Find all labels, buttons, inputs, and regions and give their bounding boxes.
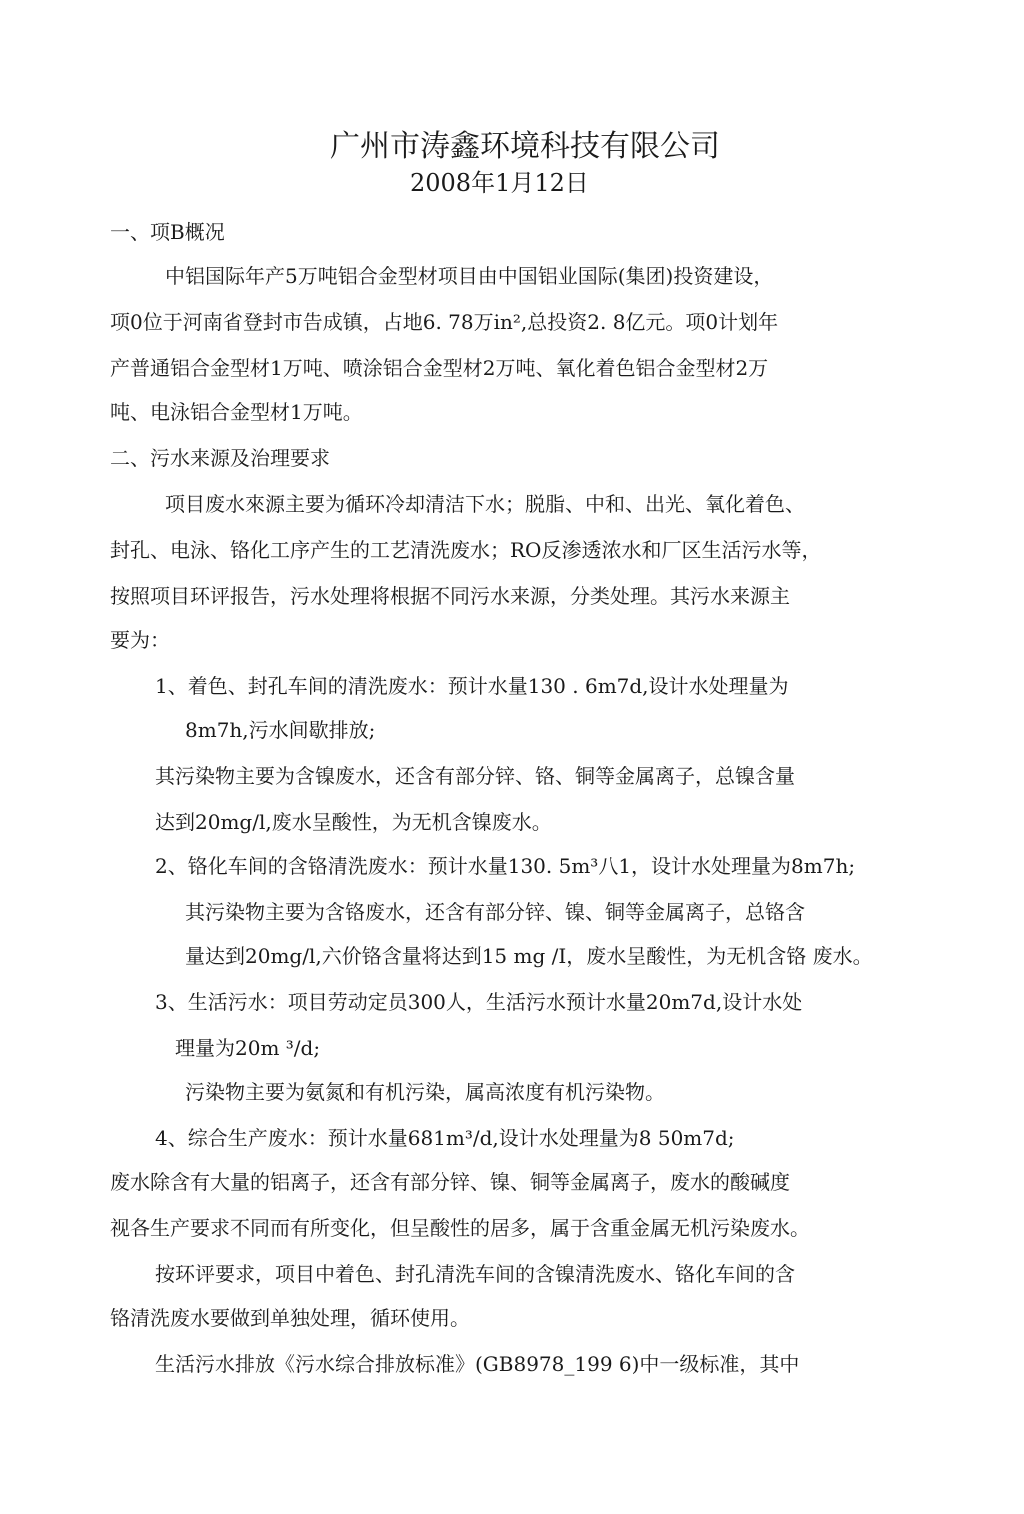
paragraph-line: 其污染物主要为含铬废水，还含有部分锌、镍、铜等金属离子，总铬含 (185, 900, 805, 924)
paragraph-line: 铬清洗废水要做到单独处理，循环使用。 (110, 1306, 470, 1330)
paragraph-line: 废水除含有大量的铝离子，还含有部分锌、镍、铜等金属离子，废水的酸碱度 (110, 1170, 790, 1194)
paragraph-line: 污染物主要为氨氮和有机污染，属高浓度有机污染物。 (185, 1080, 665, 1104)
list-item-continuation: 理量为20m ³/d; (175, 1036, 321, 1060)
section-heading-2: 二、污水来源及治理要求 (110, 446, 330, 470)
paragraph-line: 按照项目环评报告，污水处理将根据不同污水来源，分类处理。其污水来源主 (110, 584, 790, 608)
paragraph-line: 项0位于河南省登封市告成镇，占地6. 78万in²,总投资2. 8亿元。项0计划年 (110, 310, 779, 334)
list-item: 4、综合生产废水：预计水量681m³/d,设计水处理量为8 50m7d; (155, 1126, 735, 1150)
document-date: 2008年1月12日 (410, 169, 589, 197)
list-item: 1、着色、封孔车间的清洗废水：预计水量130 . 6m7d,设计水处理量为 (155, 674, 789, 698)
paragraph-line: 要为： (110, 628, 170, 652)
paragraph-line: 产普通铝合金型材1万吨、喷涂铝合金型材2万吨、氧化着色铝合金型材2万 (110, 356, 769, 380)
paragraph-line: 其污染物主要为含镍废水，还含有部分锌、铬、铜等金属离子，总镍含量 (155, 764, 795, 788)
list-item-continuation: 8m7h,污水间歇排放; (185, 718, 376, 742)
list-item: 2、铬化车间的含铬清洗废水：预计水量130. 5m³八1，设计水处理量为8m7h; (155, 854, 856, 878)
paragraph-line: 达到20mg/l,废水呈酸性，为无机含镍废水。 (155, 810, 552, 834)
paragraph-line: 量达到20mg/l,六价铬含量将达到15 mg /I，废水呈酸性，为无机含铬 废水。 (185, 944, 873, 968)
paragraph-line: 按环评要求，项目中着色、封孔清洗车间的含镍清洗废水、铬化车间的含 (155, 1262, 795, 1286)
company-title: 广州市涛鑫环境科技有限公司 (330, 129, 720, 164)
paragraph-line: 视各生产要求不同而有所变化，但呈酸性的居多，属于含重金属无机污染废水。 (110, 1216, 810, 1240)
list-item: 3、生活污水：项目劳动定员300人，生活污水预计水量20m7d,设计水处 (155, 990, 803, 1014)
paragraph-line: 项目废水來源主要为循环冷却清洁下水；脱脂、中和、出光、氧化着色、 (165, 492, 805, 516)
section-heading-1: 一、项B概况 (110, 220, 225, 244)
paragraph-line: 封孔、电泳、铬化工序产生的工艺清洗废水；RO反渗透浓水和厂区生活污水等， (110, 538, 822, 562)
paragraph-line: 中铝国际年产5万吨铝合金型材项目由中国铝业国际(集团)投资建设， (165, 264, 774, 288)
paragraph-line: 生活污水排放《污水综合排放标准》(GB8978_199 6)中一级标准，其中 (155, 1352, 800, 1376)
paragraph-line: 吨、电泳铝合金型材1万吨。 (110, 400, 363, 424)
